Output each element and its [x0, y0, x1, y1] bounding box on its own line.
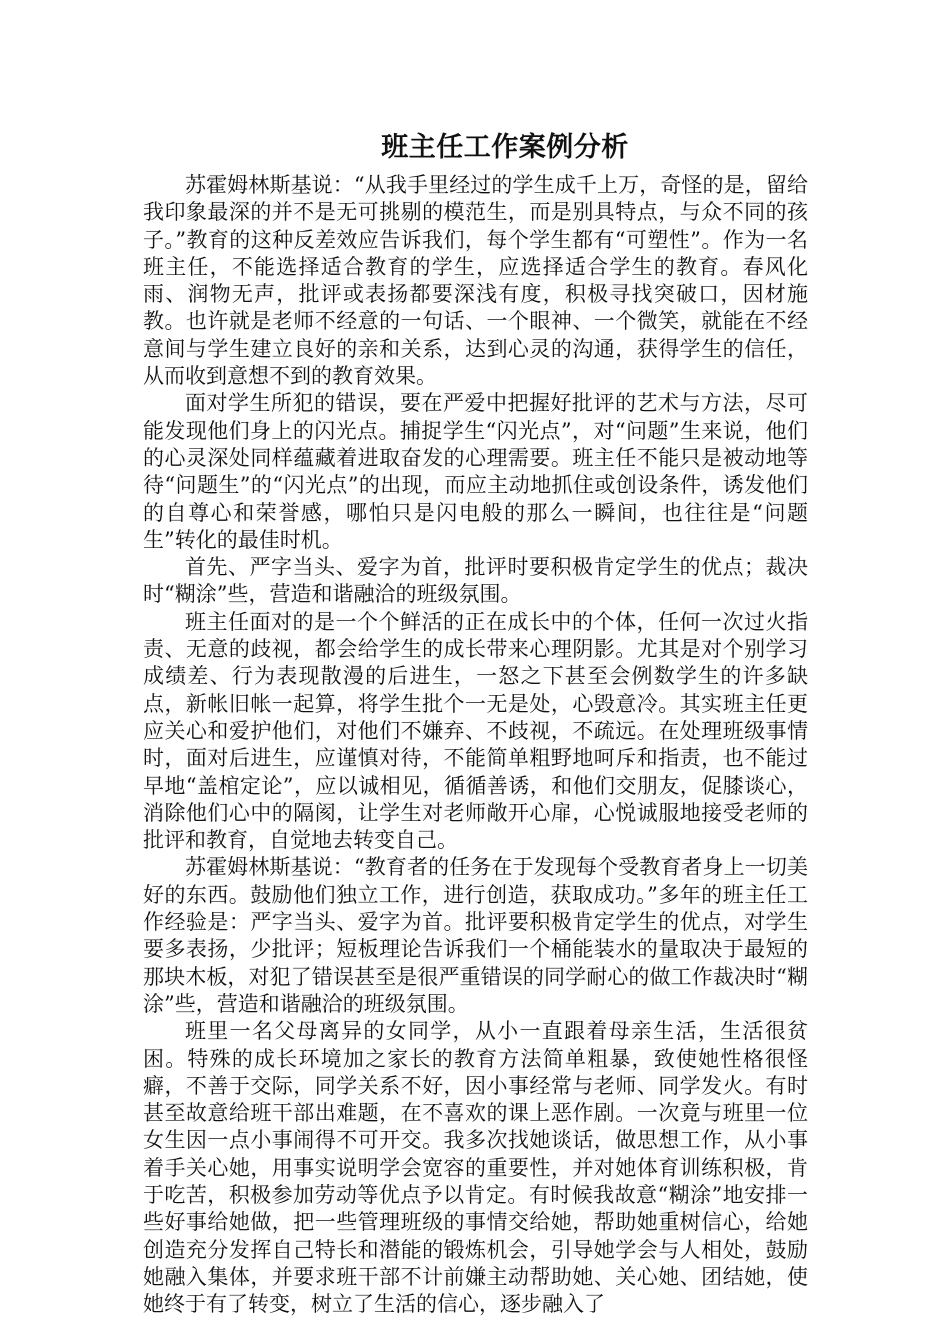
document-title: 班主任工作案例分析 [381, 132, 629, 163]
document-body [143, 172, 808, 1318]
paragraph: 首先、严字当头、爱字为首，批评时要积极肯定学生的优点；裁决时“糊涂”些，营造和谐融洽的班级氛围。 [143, 555, 808, 607]
paragraph: 苏霍姆林斯基说：“从我手里经过的学生成千上万，奇怪的是，留给我印象最深的并不是无可挑剔的模范生，而是别具特点，与众不同的孩子。”教育的这种反差效应告诉我们，每个学生都有“可塑性”。作为一名班主任，不能选择适合教育的学生，应选择适合学生的教育。春风化雨、润物无声，批评或表扬都要深浅有度，积极寻找突破口，因材施教。也许就是老师不经意的一句话、一个眼神、一个微笑，就能在不经意间与学生建立良好的亲和关系，达到心灵的沟通，获得学生的信任，从而收到意想不到的教育效果。 [143, 173, 808, 389]
paragraph: 面对学生所犯的错误，要在严爱中把握好批评的艺术与方法，尽可能发现他们身上的闪光点。捕捉学生“闪光点”，对“问题”生来说，他们的心灵深处同样蕴藏着进取奋发的心理需要。班主任不能只是被动地等待“问题生”的“闪光点”的出现，而应主动地抓住或创设条件，诱发他们的自尊心和荣誉感，哪怕只是闪电般的那么一瞬间，也往往是“问题生”转化的最佳时机。 [143, 391, 808, 552]
paragraph: 苏霍姆林斯基说：“教育者的任务在于发现每个受教育者身上一切美好的东西。鼓励他们独立工作，进行创造，获取成功。”多年的班主任工作经验是：严字当头、爱字为首。批评要积极肯定学生的优点，对学生要多表扬，少批评；短板理论告诉我们一个桶能装水的量取决于最短的那块木板，对犯了错误甚至是很严重错误的同学耐心的做工作裁决时“糊涂”些，营造和谐融洽的班级氛围。 [143, 855, 808, 1016]
paragraph: 班里一名父母离异的女同学，从小一直跟着母亲生活，生活很贫困。特殊的成长环境加之家长的教育方法简单粗暴，致使她性格很怪癖，不善于交际，同学关系不好，因小事经常与老师、同学发火。有时甚至故意给班干部出难题，在不喜欢的课上恶作剧。一次竟与班里一位女生因一点小事闹得不可开交。我多次找她谈话，做思想工作，从小事着手关心她，用事实说明学会宽容的重要性，并对她体育训练积极，肯于吃苦，积极参加劳动等优点予以肯定。有时候我故意“糊涂”地安排一些好事给她做，把一些管理班级的事情交给她，帮助她重树信心，给她创造充分发挥自己特长和潜能的锻炼机会，引导她学会与人相处，鼓励她融入集体，并要求班干部不计前嫌主动帮助她、关心她、团结她，使她终于有了转变，树立了生活的信心，逐步融入了 [143, 1019, 808, 1317]
paragraph: 班主任面对的是一个个鲜活的正在成长中的个体，任何一次过火指责、无意的歧视，都会给学生的成长带来心理阴影。尤其是对个别学习成绩差、行为表现散漫的后进生，一怒之下甚至会例数学生的许多缺点，新帐旧帐一起算，将学生批个一无是处，心毁意冷。其实班主任更应关心和爱护他们，对他们不嫌弃、不歧视，不疏远。在处理班级事情时，面对后进生，应谨慎对待，不能简单粗野地呵斥和指责，也不能过早地“盖棺定论”，应以诚相见，循循善诱，和他们交朋友，促膝谈心，消除他们心中的隔阂，让学生对老师敞开心扉，心悦诚服地接受老师的批评和教育，自觉地去转变自己。 [143, 609, 808, 853]
